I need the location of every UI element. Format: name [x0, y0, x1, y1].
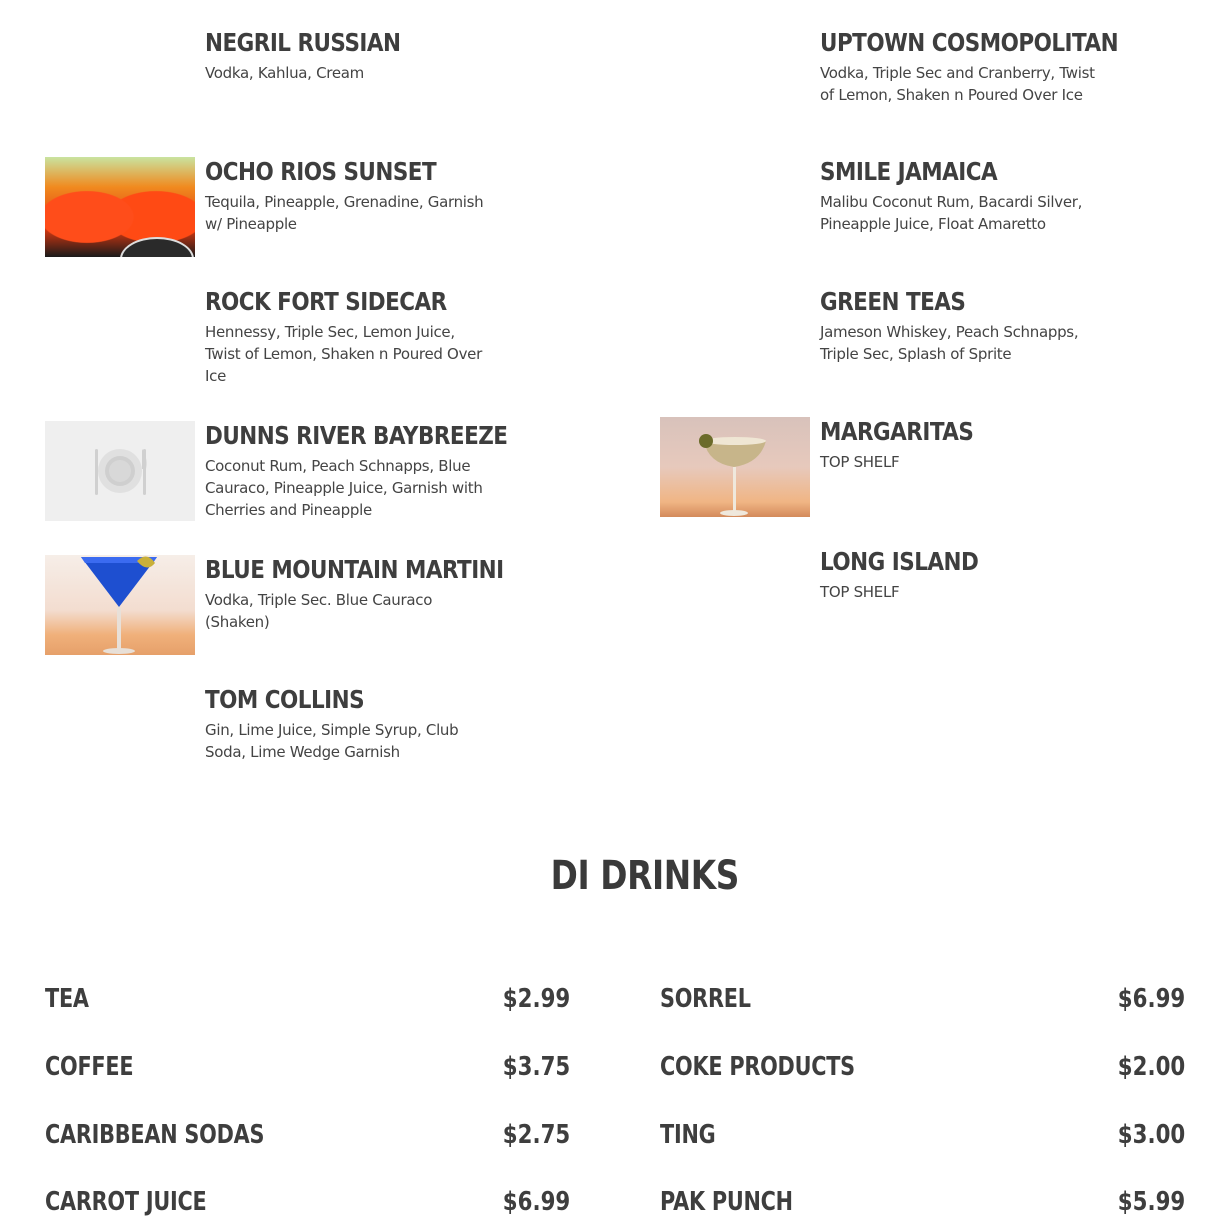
item-description: TOP SHELF	[820, 453, 900, 471]
item-description: Jameson Whiskey, Peach Schnapps, Triple Sec, Splash of Sprite	[820, 323, 1079, 363]
section-title: DI DRINKS	[550, 853, 740, 899]
drink-price: $2.75	[502, 1120, 570, 1150]
drink-row	[660, 981, 1185, 1017]
item-description: Vodka, Triple Sec. Blue Cauraco (Shaken)	[205, 591, 433, 631]
item-description: Coconut Rum, Peach Schnapps, Blue Cauraco, Pineapple Juice, Garnish with Cherries and Pineapple	[205, 457, 483, 519]
item-name: MARGARITAS	[820, 417, 974, 446]
drink-name: TING	[660, 1120, 716, 1150]
drink-price: $2.99	[502, 984, 570, 1014]
item-description: Gin, Lime Juice, Simple Syrup, Club Soda, Lime Wedge Garnish	[205, 721, 459, 761]
item-name: SMILE JAMAICA	[820, 157, 998, 186]
placeholder-plate-icon[interactable]	[45, 421, 195, 521]
item-description: TOP SHELF	[820, 583, 900, 601]
drink-name: COFFEE	[45, 1052, 134, 1082]
item-description: Hennessy, Triple Sec, Lemon Juice, Twist of Lemon, Shaken n Poured Over Ice	[205, 323, 482, 385]
drink-price: $3.00	[1117, 1120, 1185, 1150]
drink-row	[45, 981, 570, 1017]
drink-name: SORREL	[660, 984, 751, 1014]
drink-price: $2.00	[1117, 1052, 1185, 1082]
drink-price: $5.99	[1117, 1187, 1185, 1217]
drink-row	[660, 1184, 1185, 1220]
item-name: TOM COLLINS	[205, 685, 365, 714]
item-description: Malibu Coconut Rum, Bacardi Silver, Pineapple Juice, Float Amaretto	[820, 193, 1083, 233]
item-description: Tequila, Pineapple, Grenadine, Garnish w/ Pineapple	[205, 193, 484, 233]
drink-photo[interactable]	[45, 555, 195, 655]
item-name: LONG ISLAND	[820, 547, 979, 576]
item-name: ROCK FORT SIDECAR	[205, 287, 447, 316]
item-name: NEGRIL RUSSIAN	[205, 28, 401, 57]
drink-name: CARROT JUICE	[45, 1187, 207, 1217]
item-name: DUNNS RIVER BAYBREEZE	[205, 421, 508, 450]
item-name: OCHO RIOS SUNSET	[205, 157, 437, 186]
item-description: Vodka, Kahlua, Cream	[205, 64, 364, 82]
item-description: Vodka, Triple Sec and Cranberry, Twist of Lemon, Shaken n Poured Over Ice	[820, 64, 1095, 104]
drink-photo[interactable]	[45, 157, 195, 257]
drink-row	[660, 1117, 1185, 1153]
item-name: GREEN TEAS	[820, 287, 966, 316]
drink-price: $3.75	[502, 1052, 570, 1082]
drink-name: TEA	[45, 984, 89, 1014]
drink-name: CARIBBEAN SODAS	[45, 1120, 265, 1150]
drink-photo[interactable]	[660, 417, 810, 517]
drink-row	[45, 1049, 570, 1085]
item-name: BLUE MOUNTAIN MARTINI	[205, 555, 504, 584]
drink-row	[45, 1117, 570, 1153]
drink-row	[660, 1049, 1185, 1085]
drink-price: $6.99	[1117, 984, 1185, 1014]
drink-row	[45, 1184, 570, 1220]
drink-name: COKE PRODUCTS	[660, 1052, 855, 1082]
item-name: UPTOWN COSMOPOLITAN	[820, 28, 1119, 57]
drink-name: PAK PUNCH	[660, 1187, 793, 1217]
drink-price: $6.99	[502, 1187, 570, 1217]
